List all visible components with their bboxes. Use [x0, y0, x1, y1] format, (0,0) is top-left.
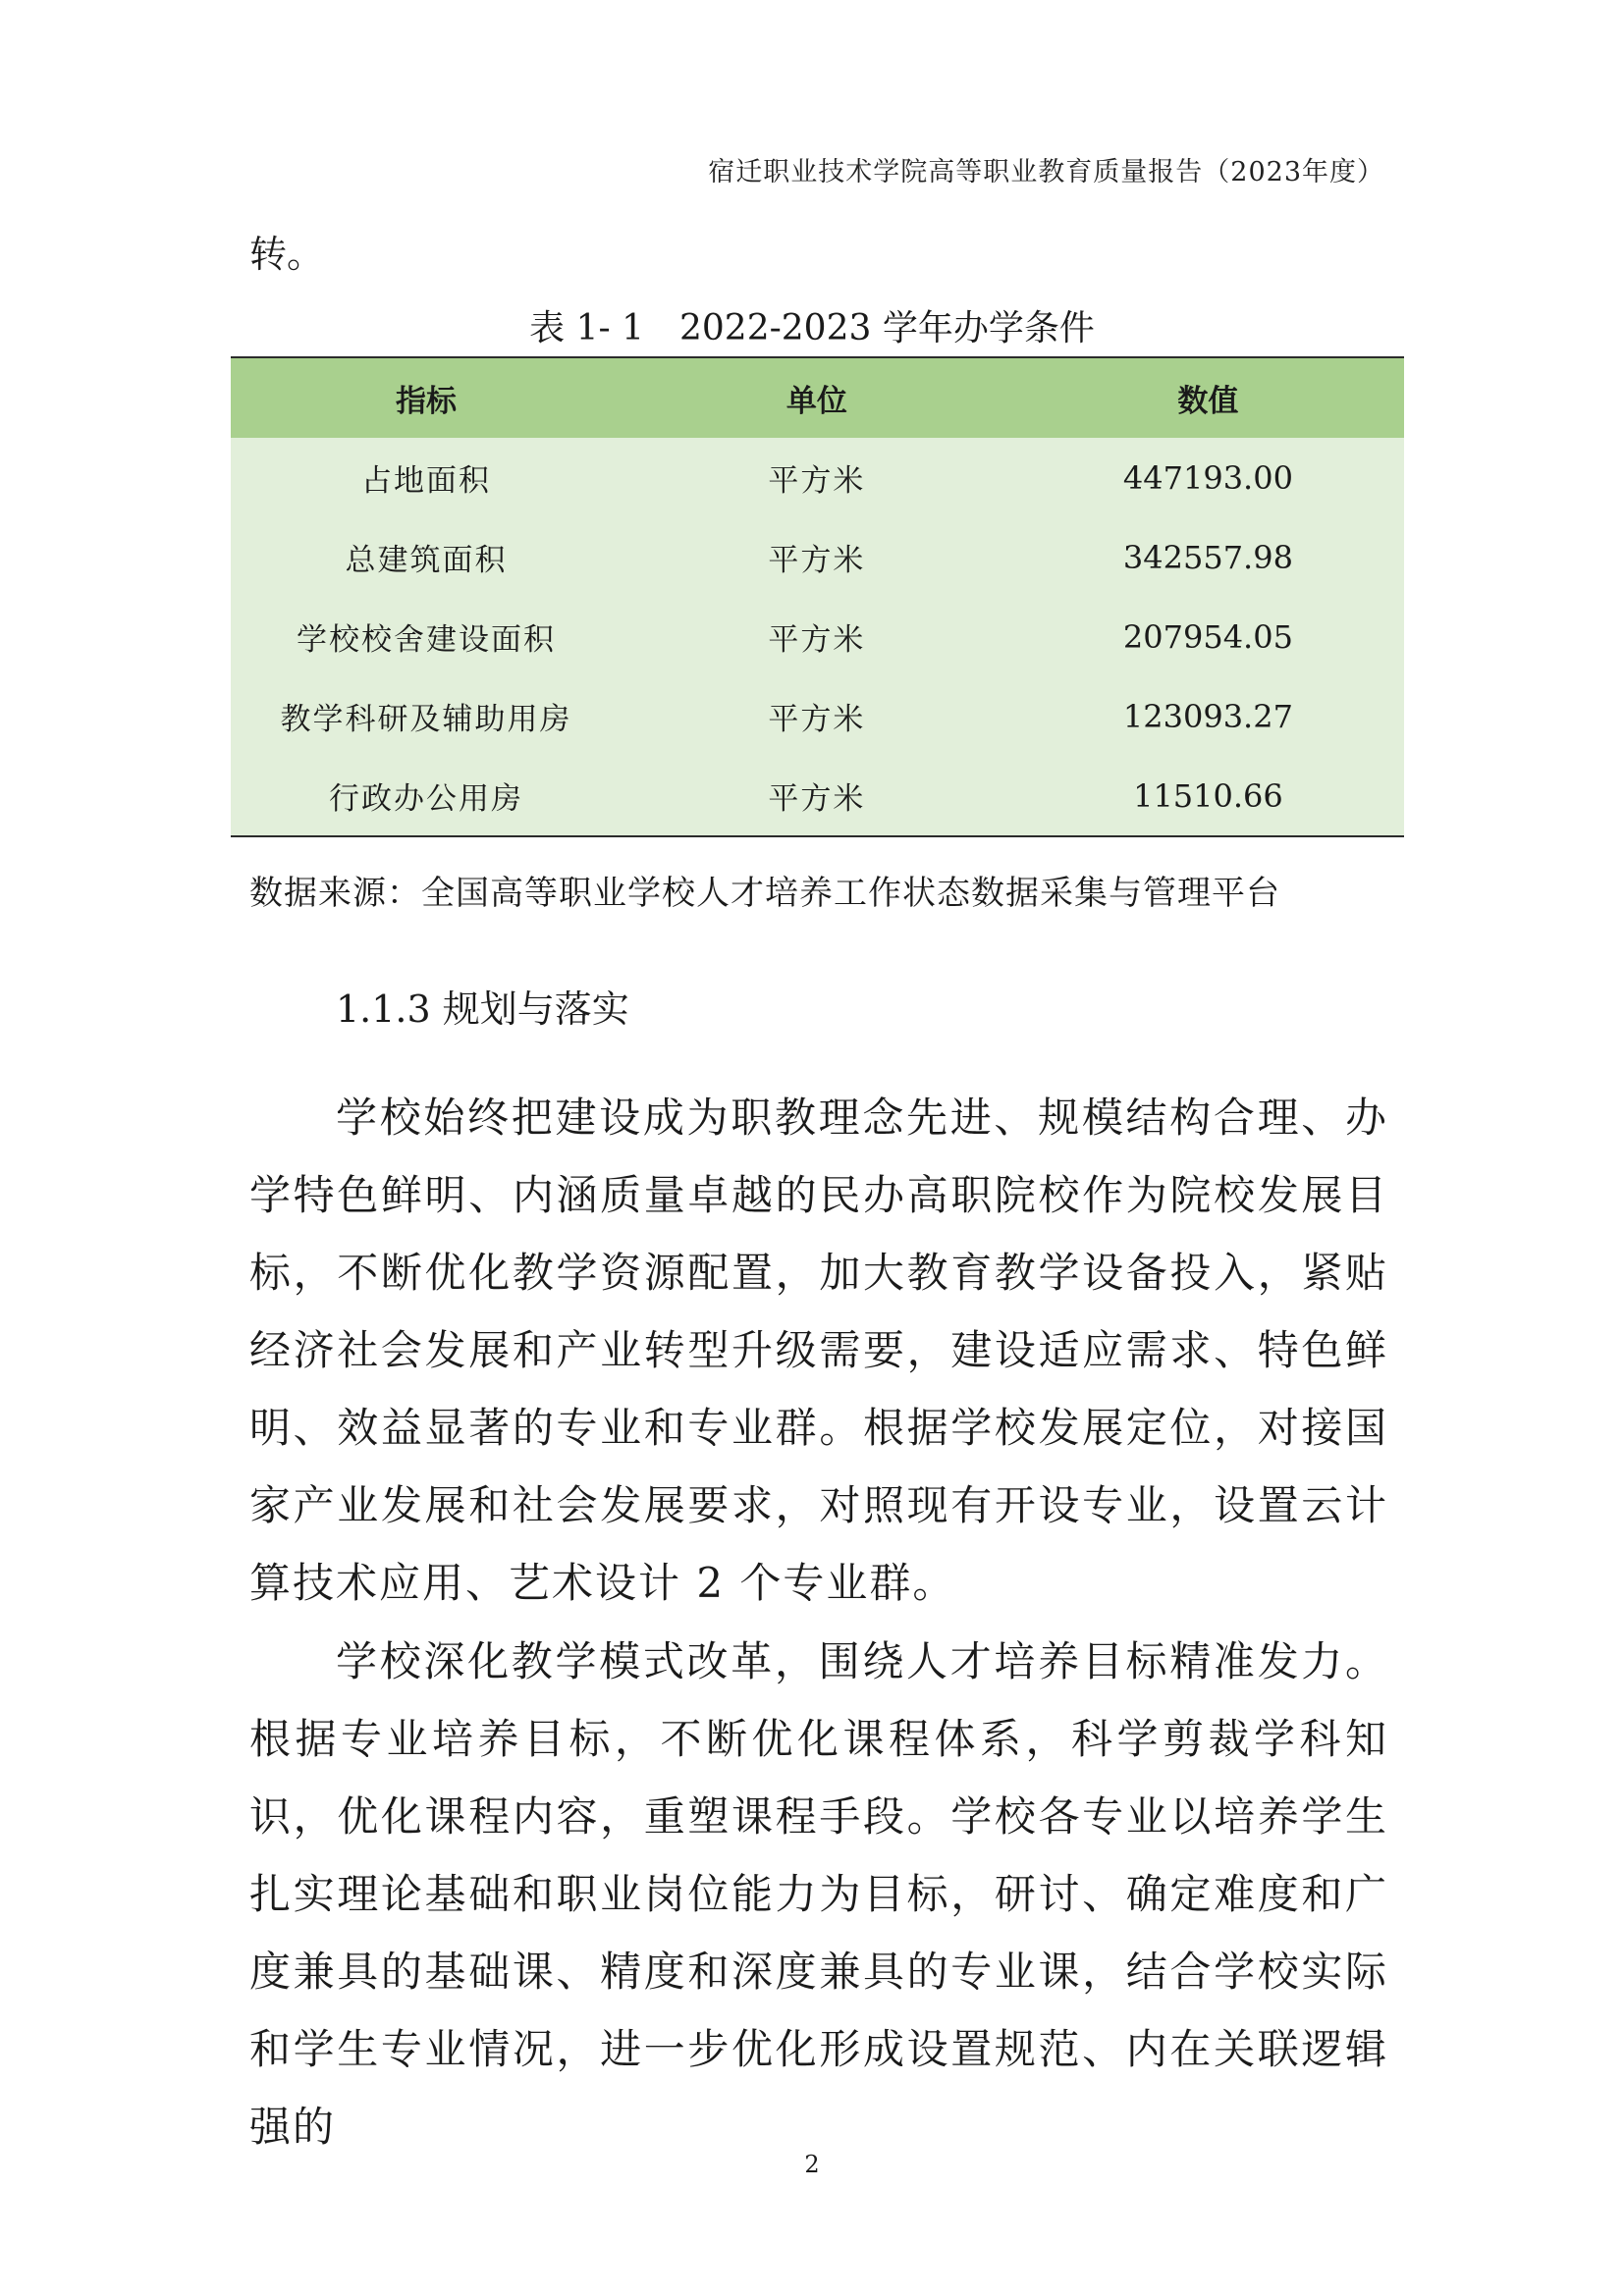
column-header-indicator: 指标: [231, 357, 622, 438]
unit-cell: 平方米: [768, 543, 866, 578]
body-paragraph: 学校深化教学模式改革，围绕人才培养目标精准发力。根据专业培养目标，不断优化课程体系，科学剪裁学科知识，优化课程内容，重塑课程手段。学校各专业以培养学生扎实理论基础和职业岗位能力为目标，研讨、确定难度和广度兼具的基础课、精度和深度兼具的专业课，结合学校实际和学生专业情况，进一步优化形成设置规范、内在关联逻辑强的: [249, 1637, 1388, 2151]
continued-text: 转。: [249, 233, 325, 276]
table-header-row: [231, 357, 1404, 438]
value-cell: 123093.27: [1122, 697, 1293, 735]
column-header-value: 数值: [1012, 357, 1404, 438]
indicator-cell: 学校校舍建设面积: [296, 622, 556, 658]
page-header: 宿迁职业技术学院高等职业教育质量报告（2023年度）: [708, 157, 1384, 187]
value-cell: 447193.00: [1122, 458, 1293, 497]
indicator-cell: 总建筑面积: [345, 543, 508, 578]
body-paragraph-block-1: [249, 1079, 1388, 1622]
table-row: [231, 756, 1404, 836]
body-paragraph-block-2: [249, 1623, 1388, 2165]
page-number: 2: [804, 2151, 820, 2178]
unit-cell: 平方米: [768, 463, 866, 499]
value-cell: 207954.05: [1122, 617, 1293, 656]
value-cell: 342557.98: [1122, 538, 1293, 576]
table-caption: 表 1- 1 2022-2023 学年办学条件: [529, 308, 1095, 348]
table-row: [231, 597, 1404, 676]
table-row: [231, 517, 1404, 597]
indicator-cell: 教学科研及辅助用房: [280, 702, 572, 737]
indicator-cell: 行政办公用房: [328, 781, 523, 817]
unit-cell: 平方米: [768, 622, 866, 658]
table-row: [231, 438, 1404, 517]
indicator-cell: 占地面积: [360, 463, 491, 499]
column-header-unit: 单位: [622, 357, 1012, 438]
table-row: [231, 676, 1404, 756]
body-paragraph: 学校始终把建设成为职教理念先进、规模结构合理、办学特色鲜明、内涵质量卓越的民办高职院校作为院校发展目标，不断优化教学资源配置，加大教育教学设备投入，紧贴经济社会发展和产业转型升级需要，建设适应需求、特色鲜明、效益显著的专业和专业群。根据学校发展定位，对接国家产业发展和社会发展要求，对照现有开设专业，设置云计算技术应用、艺术设计 2 个专业群。: [249, 1094, 1388, 1607]
school-conditions-table: [231, 356, 1404, 837]
value-cell: 11510.66: [1133, 776, 1283, 815]
unit-cell: 平方米: [768, 702, 866, 737]
unit-cell: 平方米: [768, 781, 866, 817]
section-heading: 1.1.3 规划与落实: [336, 988, 629, 1031]
table-source-note: 数据来源：全国高等职业学校人才培养工作状态数据采集与管理平台: [249, 874, 1280, 913]
